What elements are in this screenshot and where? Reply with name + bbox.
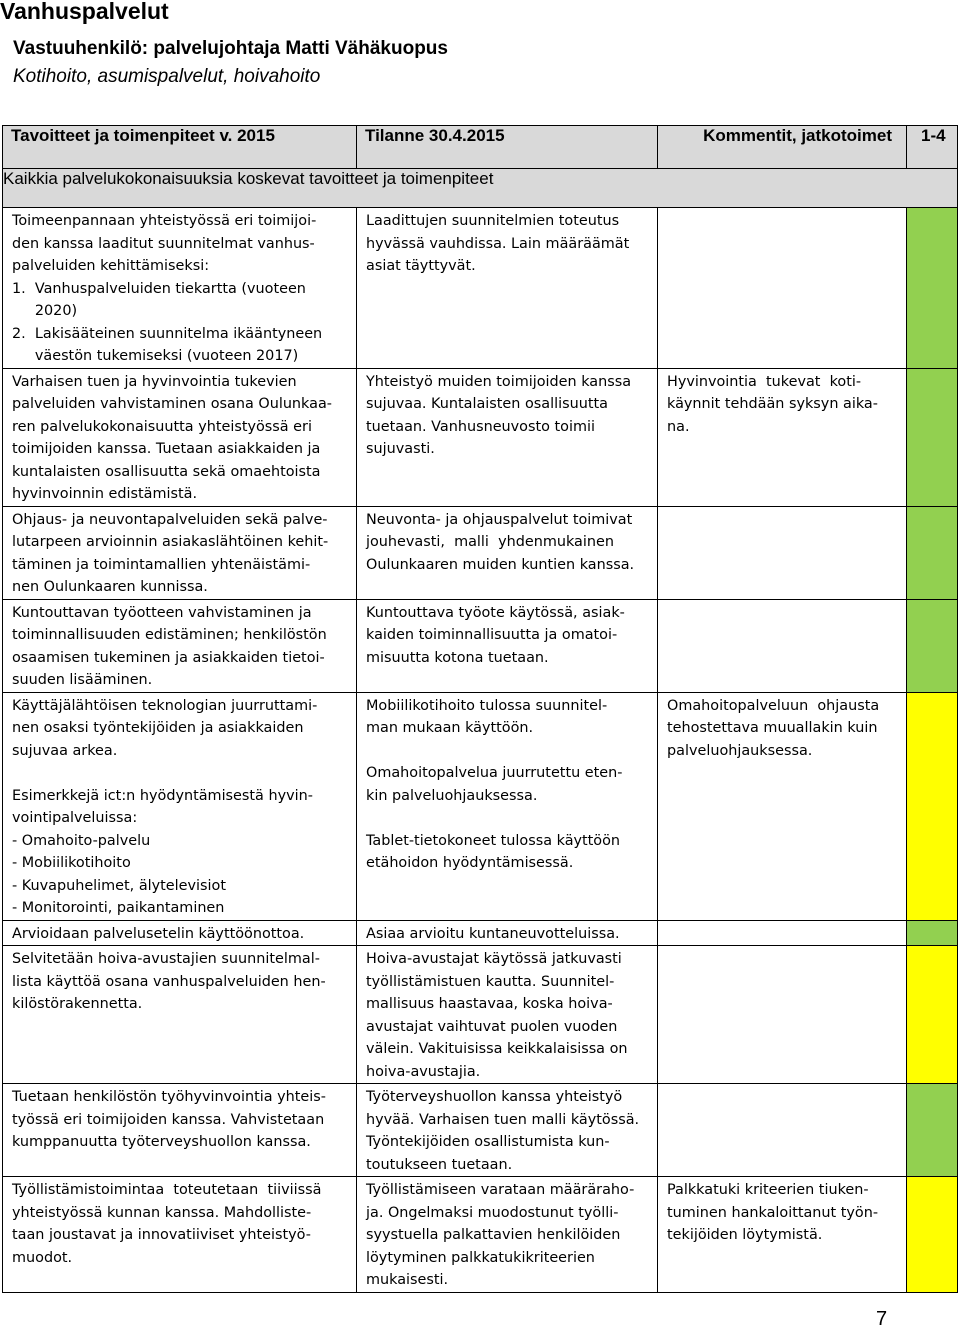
column-header-status: Tilanne 30.4.2015 [357,126,658,169]
goal-text: Ohjaus- ja neuvontapalveluiden sekä palve- lutarpeen arvioinnin asiakaslähtöinen kehit- täminen ja toimintamallien yhtenäistämi- nen Oulunkaaren kunnissa. [12,511,329,595]
comment-text [658,946,906,948]
goal-text: Työllistämistoimintaa toteutetaan tiiviissä yhteistyössä kunnan kanssa. Mahdolliste- taan joustavat ja innovatiiviset yhteistyö- muodot. [12,1182,322,1266]
section-title: Kaikkia palvelukokonaisuuksia koskevat tavoitteet ja toimenpiteet [3,169,958,208]
status-text: Laadittujen suunnitelmien toteutus hyvässä vauhdissa. Lain määräämät asiat täyttyvät. [366,213,630,274]
table-row [3,920,958,946]
status-text: Hoiva-avustajat käytössä jatkuvasti työllistämistuen kautta. Suunnitel- mallisuus haastavaa, koska hoiva- avustajat vaihtuvat puolen vuoden välein. Vakituisissa keikkalaisissa on hoiva-avustajia. [366,951,628,1080]
responsible-person: Vastuuhenkilö: palvelujohtaja Matti Vähäkuopus [13,38,448,59]
status-text: Asiaa arvioitu kuntaneuvotteluissa. [366,925,620,942]
table-row [3,506,958,599]
table-row [3,1177,958,1293]
status-text: Työterveyshuollon kanssa yhteistyö hyvää. Varhaisen tuen malli käytössä. Työntekijöiden osallistumista kun- toutukseen tuetaan. [366,1089,640,1173]
table-row [3,368,958,506]
rating-cell-green [907,1084,958,1177]
status-text: Neuvonta- ja ohjauspalvelut toimivat jouhevasti, malli yhdenmukainen Oulunkaaren muiden kuntien kanssa. [366,511,635,573]
comment-text: Omahoitopalveluun ohjausta tehostettava muuallakin kuin palveluohjauksessa. [667,697,880,759]
comment-text [658,208,906,210]
status-text: Yhteistyö muiden toimijoiden kanssa sujuvaa. Kuntalaisten osallisuutta tuetaan. Vanhusneuvosto toimii sujuvasti. [366,373,632,457]
rating-cell-green [907,506,958,599]
goal-text: Arvioidaan palvelusetelin käyttöönottoa. [12,925,305,942]
comment-text: Hyvinvointia tukevat koti- käynnit tehdään syksyn aika- na. [667,373,878,435]
goal-text: Tuetaan henkilöstön työhyvinvointia yhteis- työssä eri toimijoiden kanssa. Vahvistetaan kumppanuutta työterveyshuollon kanssa. [12,1089,326,1150]
column-header-rating: 1-4 [907,126,958,169]
goal-text: Varhaisen tuen ja hyvinvointia tukevien palveluiden vahvistaminen osana Oulunkaa- ren palvelukokonaisuutta yhteistyössä eri toimijoiden kanssa. Tuetaan asiakkaiden ja kuntalaisten osallisuutta sekä omaehtoista hyvinvoinnin edistämistä. [12,373,332,502]
comment-text [658,921,906,923]
table-row [3,599,958,692]
rating-cell-green [907,208,958,369]
column-header-comments: Kommentit, jatkotoimet [658,126,907,169]
comment-text: Palkkatuki kriteerien tiuken- tuminen hankaloittanut työn- tekijöiden löytymistä. [667,1182,879,1243]
table-row [3,946,958,1084]
goal-text: Toimeenpannaan yhteistyössä eri toimijoi- den kanssa laaditut suunnitelmat vanhus- palveluiden kehittämiseksi: 1. Vanhuspalveluiden tiekartta (vuoteen 2020) 2. Lakisääteinen suunnitelma ikääntyneen väestön tukemiseksi (vuoteen 2017) [12,213,323,364]
rating-cell-green [907,599,958,692]
status-text: Mobiilikotihoito tulossa suunnitel- man mukaan käyttöön. Omahoitopalvelua juurrutettu eten- kin palveluohjauksessa. Tablet-tietokoneet tulossa käyttöön etähoidon hyödyntämisessä. [366,697,623,871]
status-text: Kuntouttava työote käytössä, asiak- kaiden toiminnallisuutta ja omatoi- misuutta kotona tuetaan. [366,604,625,666]
status-text: Työllistämiseen varataan määräraho- ja. Ongelmaksi muodostunut työlli- syystuella palkattavien henkilöiden löytyminen palkkatukikriteerien mukaisesti. [366,1182,635,1288]
column-header-goals: Tavoitteet ja toimenpiteet v. 2015 [3,126,357,169]
rating-cell-yellow [907,1177,958,1293]
comment-text [658,600,906,602]
table-header-row [3,126,958,169]
section-row [3,169,958,208]
rating-cell-yellow [907,692,958,920]
page-title: Vanhuspalvelut [0,0,169,24]
goals-table [2,125,958,1293]
comment-text [658,507,906,509]
rating-cell-yellow [907,946,958,1084]
table-row [3,1084,958,1177]
table-row [3,208,958,369]
comment-text [658,1084,906,1086]
service-scope: Kotihoito, asumispalvelut, hoivahoito [13,66,321,87]
rating-cell-green [907,368,958,506]
goal-text: Käyttäjälähtöisen teknologian juurruttami- nen osaksi työntekijöiden ja asiakkaiden sujuvaa arkea. Esimerkkejä ict:n hyödyntämisestä hyvin- vointipalveluissa: - Omahoito-palvelu - Mobiilikotihoito - Kuvapuhelimet, älytelevisiot - Monitorointi, paikantaminen [12,697,318,916]
goal-text: Selvitetään hoiva-avustajien suunnitelmal- lista käyttöä osana vanhuspalveluiden hen- kilöstörakennetta. [12,951,326,1012]
goal-text: Kuntouttavan työotteen vahvistaminen ja toiminnallisuuden edistäminen; henkilöstön osaamisen tukeminen ja asiakkaiden tietoi- suuden lisääminen. [12,604,327,688]
rating-cell-green [907,920,958,946]
table-row [3,692,958,920]
page-number: 7 [876,1308,888,1330]
